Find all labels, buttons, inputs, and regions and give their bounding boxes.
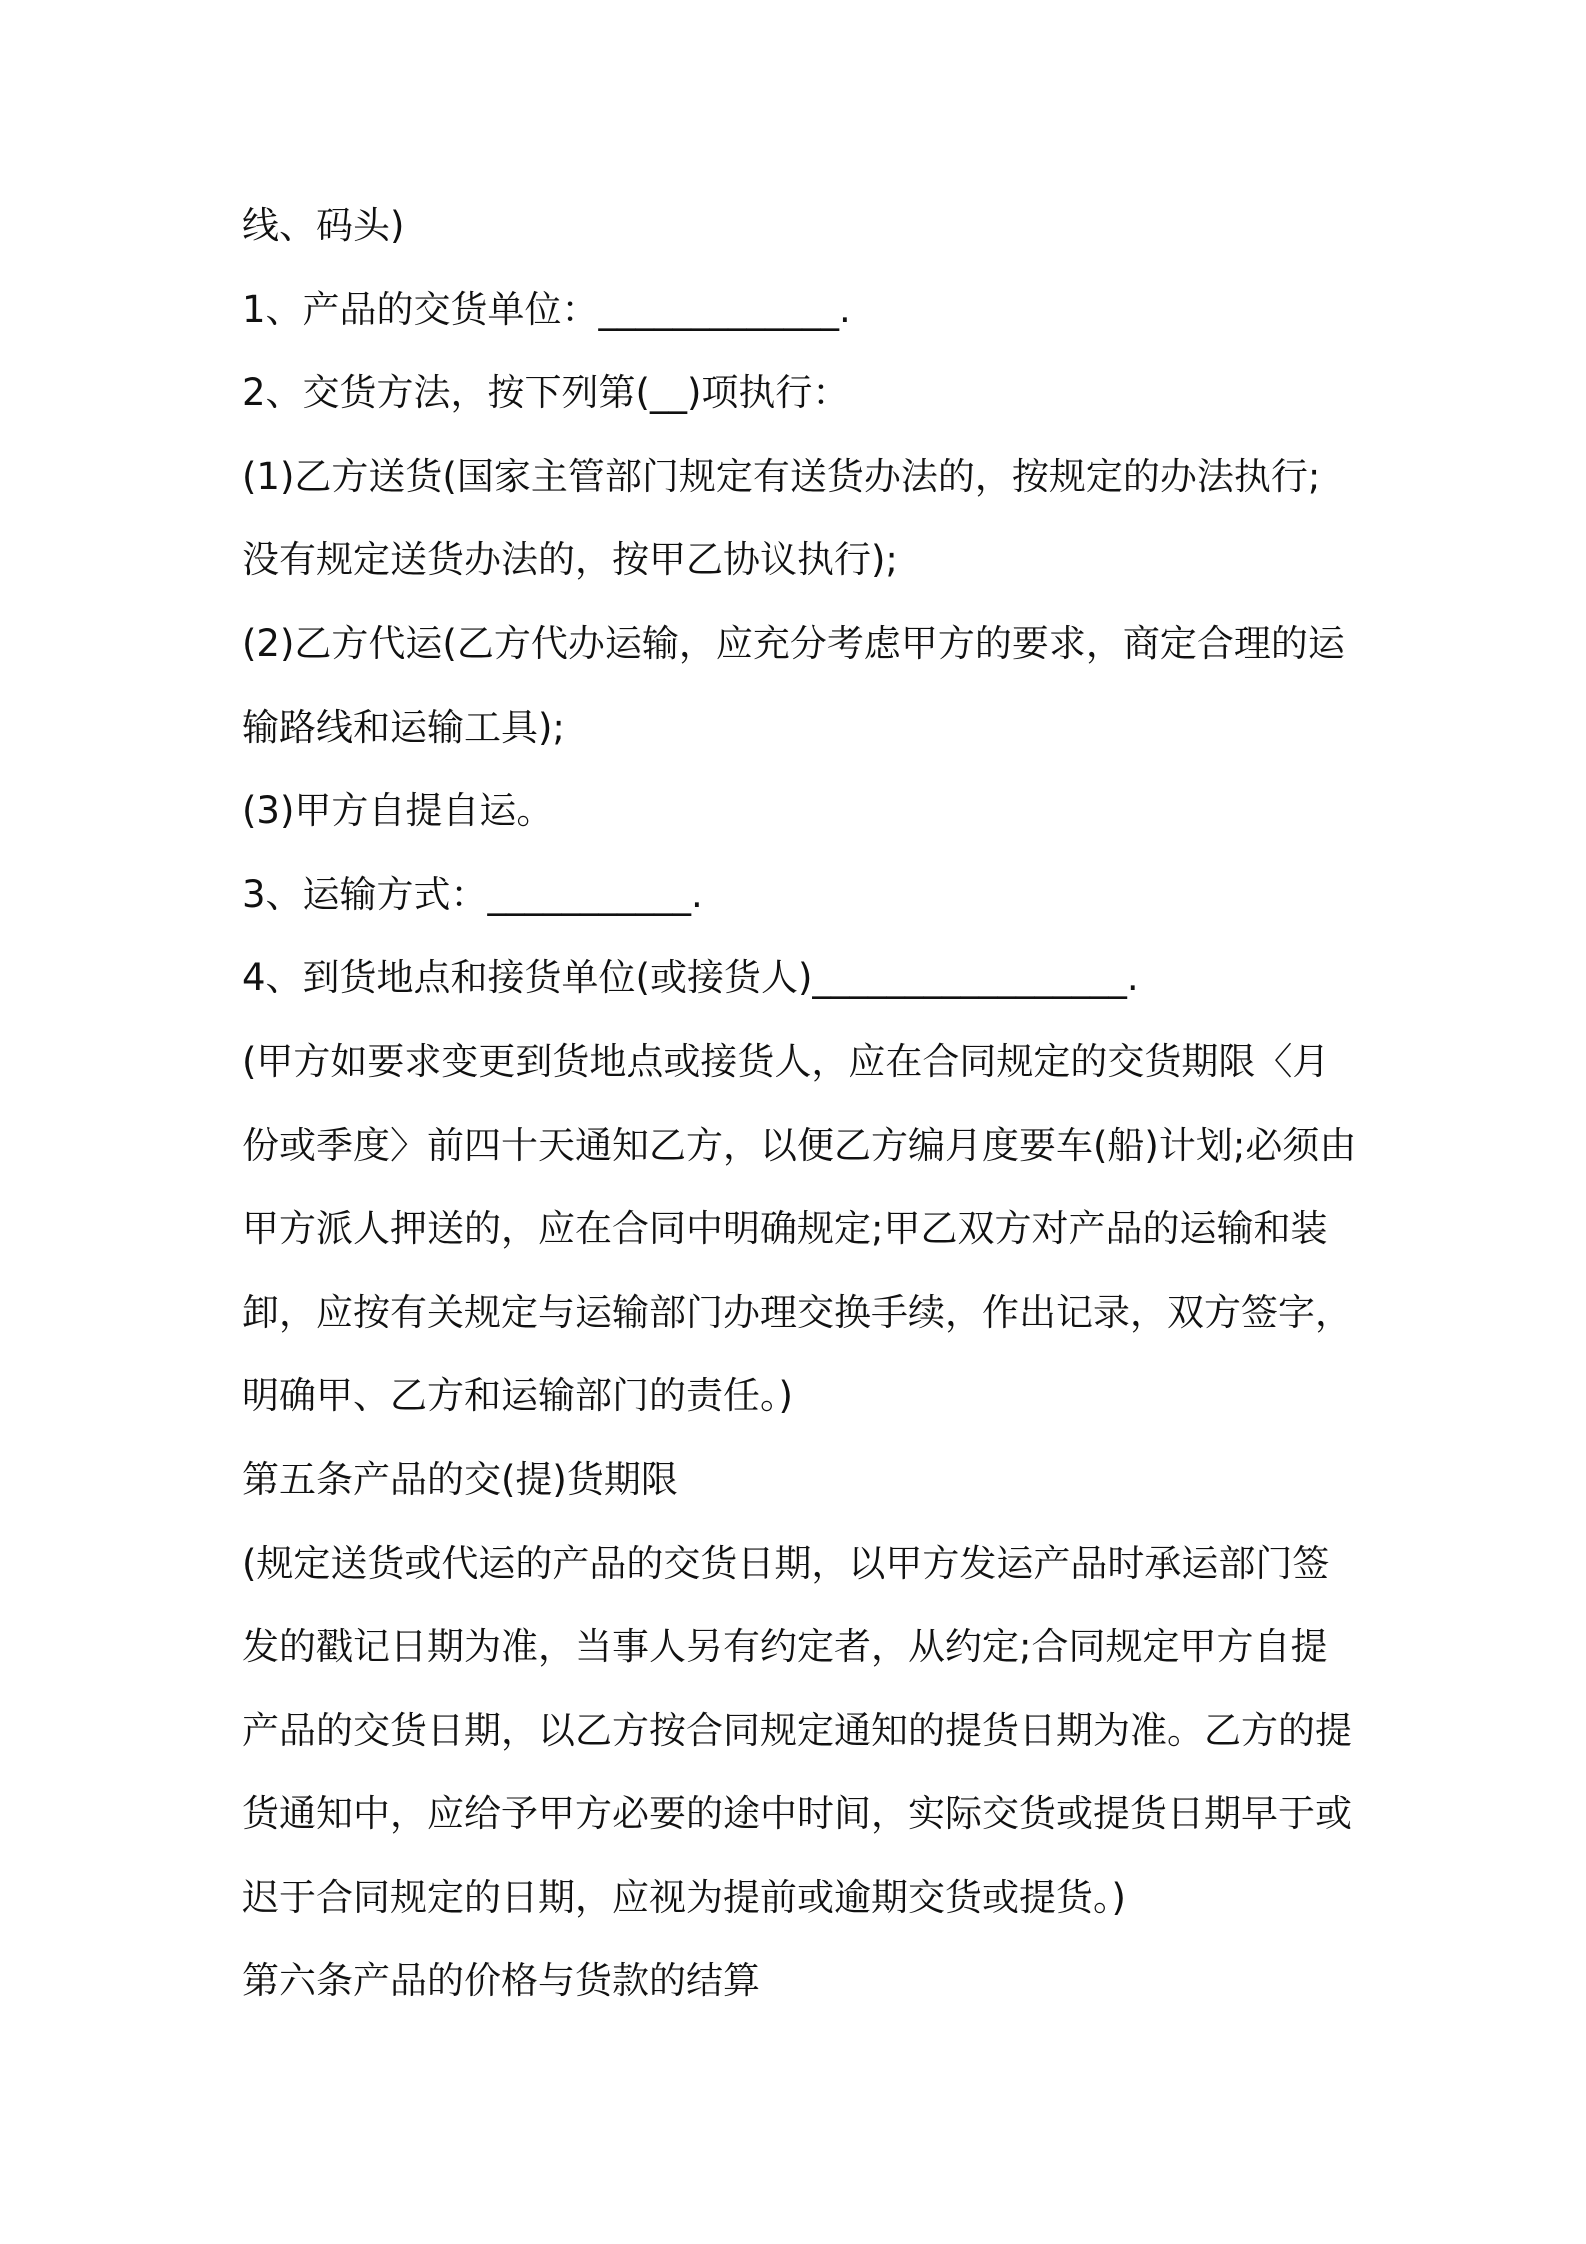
section-heading-article-6: 第六条产品的价格与货款的结算 <box>242 1959 760 2003</box>
paragraph-line: 迟于合同规定的日期，应视为提前或逾期交货或提货。) <box>242 1875 1126 1919</box>
paragraph-line: 明确甲、乙方和运输部门的责任。) <box>242 1374 793 1418</box>
paragraph-line: 发的戳记日期为准，当事人另有约定者，从约定;合同规定甲方自提 <box>242 1625 1328 1669</box>
paragraph-line: 甲方派人押送的，应在合同中明确规定;甲乙双方对产品的运输和装 <box>242 1207 1328 1251</box>
paragraph-line: (3)甲方自提自运。 <box>242 789 554 833</box>
paragraph-line: 卸，应按有关规定与运输部门办理交换手续，作出记录，双方签字， <box>242 1290 1352 1334</box>
paragraph-line: 没有规定送货办法的，按甲乙协议执行); <box>242 538 898 582</box>
paragraph-line: (2)乙方代运(乙方代办运输，应充分考虑甲方的要求，商定合理的运 <box>242 621 1345 665</box>
paragraph-line: (规定送货或代运的产品的交货日期，以甲方发运产品时承运部门签 <box>242 1541 1330 1585</box>
paragraph-line: (1)乙方送货(国家主管部门规定有送货办法的，按规定的办法执行; <box>242 454 1321 498</box>
paragraph-line: 线、码头) <box>242 204 405 247</box>
paragraph-line: 输路线和运输工具); <box>242 705 565 749</box>
paragraph-line: 货通知中，应给予甲方必要的途中时间，实际交货或提货日期早于或 <box>242 1792 1352 1836</box>
section-heading-article-5: 第五条产品的交(提)货期限 <box>242 1457 678 1501</box>
clause-item-delivery-method: 2、交货方法，按下列第(__)项执行： <box>242 371 850 415</box>
clause-item-delivery-location: 4、到货地点和接货单位(或接货人)_________________. <box>242 956 1139 1000</box>
paragraph-line: (甲方如要求变更到货地点或接货人，应在合同规定的交货期限〈月 <box>242 1039 1330 1083</box>
paragraph-line: 产品的交货日期，以乙方按合同规定通知的提货日期为准。乙方的提 <box>242 1708 1352 1752</box>
clause-item-delivery-unit: 1、产品的交货单位：_____________. <box>242 287 851 331</box>
clause-item-transport-mode: 3、运输方式：___________. <box>242 872 703 916</box>
paragraph-line: 份或季度〉前四十天通知乙方，以便乙方编月度要车(船)计划;必须由 <box>242 1123 1357 1167</box>
